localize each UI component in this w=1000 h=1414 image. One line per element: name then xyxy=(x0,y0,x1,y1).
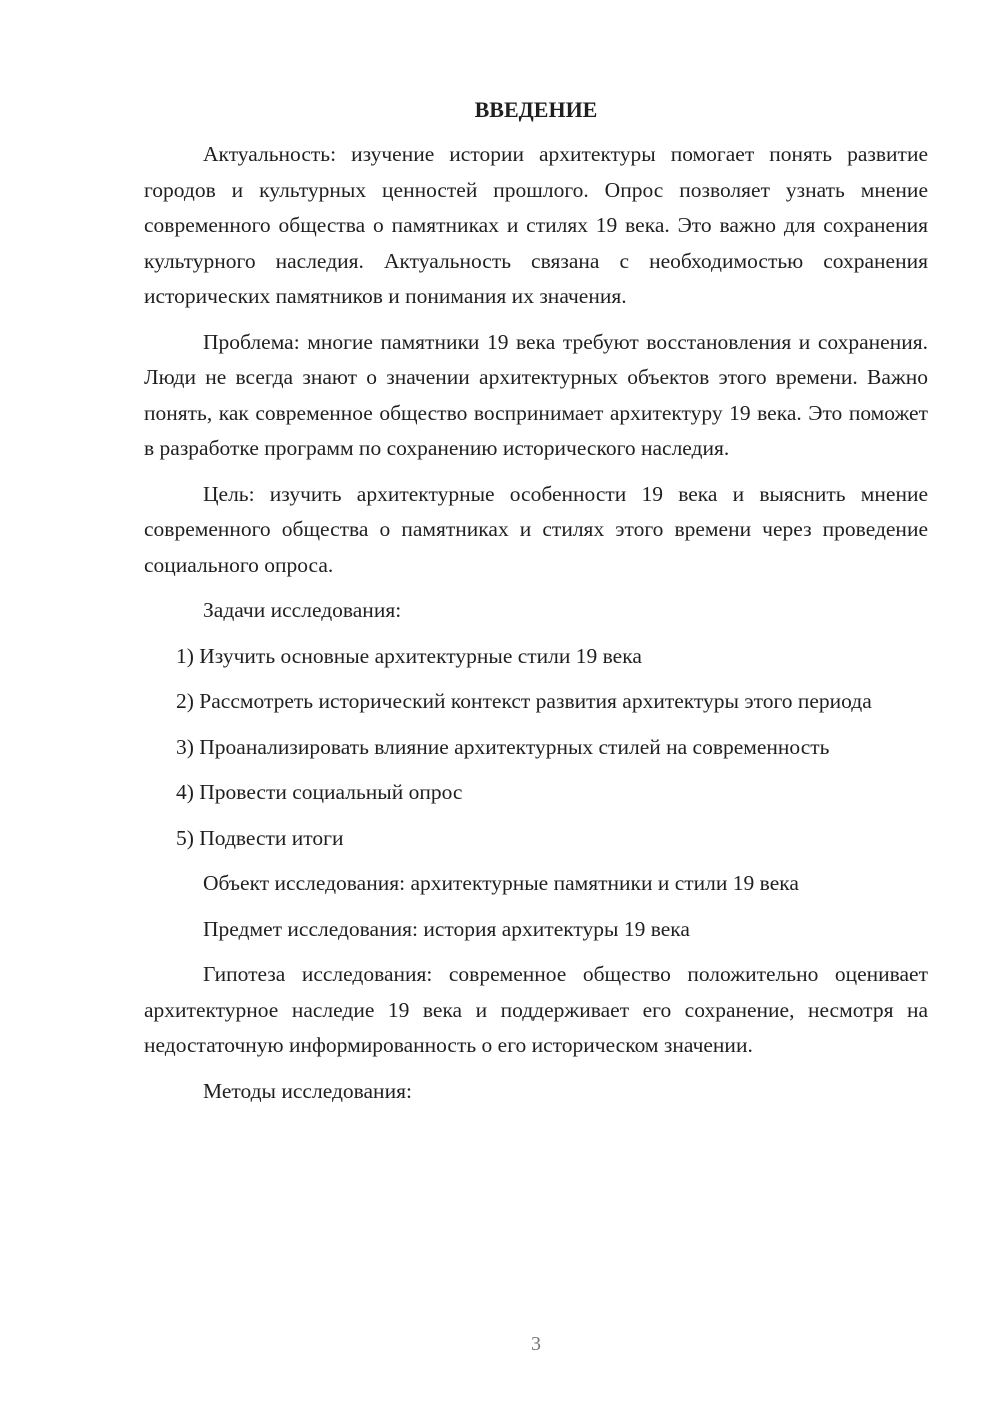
paragraph-subject: Предмет исследования: история архитектуры 19 века xyxy=(203,916,690,941)
page-content xyxy=(144,92,928,1119)
tasks-title: Задачи исследования: xyxy=(203,598,402,622)
paragraph-hypothesis: Гипотеза исследования: современное общество положительно оценивает архитектурное наследие 19 века и поддерживает его сохранение, несмотря на недостаточную информированность о его историческом значении. xyxy=(144,962,928,1057)
paragraph-goal: Цель: изучить архитектурные особенности 19 века и выяснить мнение современного общества о памятниках и стилях этого времени через проведение социального опроса. xyxy=(144,481,928,577)
task-item-5: 5) Подвести итоги xyxy=(176,825,344,850)
task-item-4: 4) Провести социальный опрос xyxy=(176,780,463,804)
paragraph-relevance: Актуальность: изучение истории архитектуры помогает понять развитие городов и культурных ценностей прошлого. Опрос позволяет узнать мнение современного общества о памятниках и стилях 19 века. Это важно для сохранения культурного наследия. Актуальность связана с необходимостью сохранения исторических памятников и понимания их значения. xyxy=(144,142,928,308)
methods-title: Методы исследования: xyxy=(203,1078,412,1103)
task-item-2: 2) Рассмотреть исторический контекст развития архитектуры этого периода xyxy=(176,689,872,713)
paragraph-problem: Проблема: многие памятники 19 века требуют восстановления и сохранения. Люди не всегда знают о значении архитектурных объектов этого времени. Важно понять, как современное общество воспринимает архитектуру 19 века. Это поможет в разработке программ по сохранению исторического наследия. xyxy=(144,329,928,460)
section-heading: ВВЕДЕНИЕ xyxy=(474,97,598,122)
task-item-1: 1) Изучить основные архитектурные стили 19 века xyxy=(176,643,642,668)
paragraph-object: Объект исследования: архитектурные памятники и стили 19 века xyxy=(203,871,799,895)
task-item-3: 3) Проанализировать влияние архитектурных стилей на современность xyxy=(176,734,830,759)
page-number: 3 xyxy=(531,1333,541,1355)
